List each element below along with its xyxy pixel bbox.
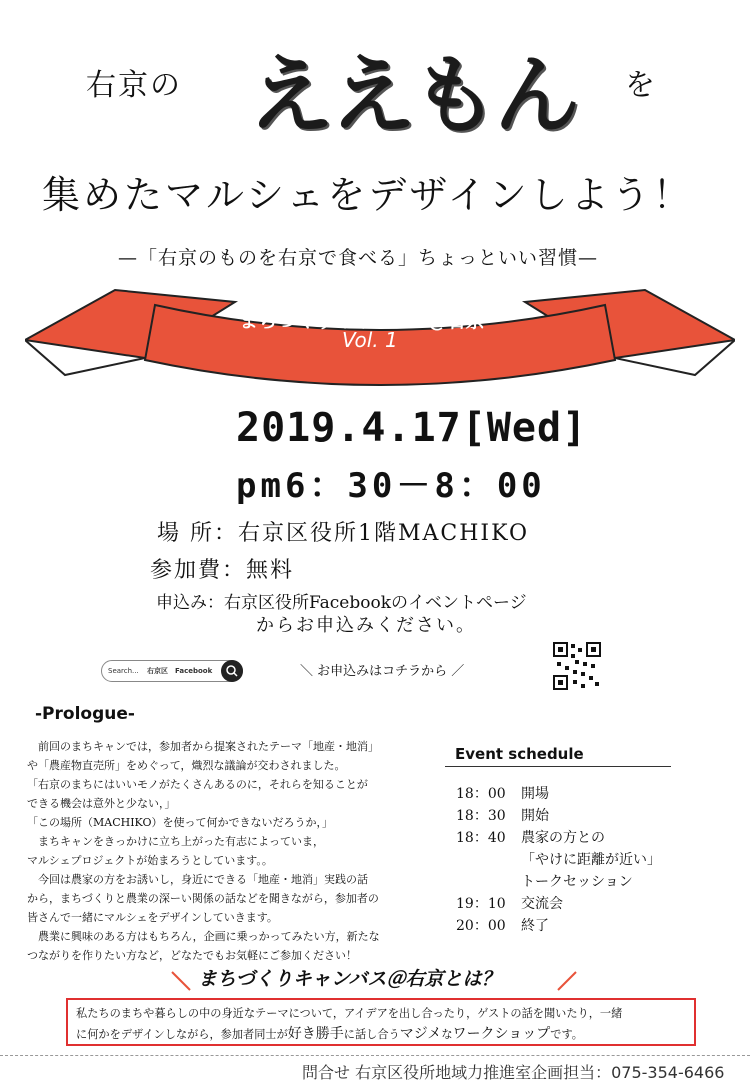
banner-title: まちづくりキャンバス@右京 [239,310,485,332]
apply-row [156,588,527,613]
fee-row [150,553,294,584]
schedule-item [456,783,661,805]
about-text: です。 [550,1028,583,1041]
fee-label: 参加費： [150,558,247,583]
about-line1: 私たちのまちや暮らしの中の身近なテーマについて，アイデアを出し合ったり，ゲストの話を聞いたり，一緒 [76,1007,623,1020]
about-emphasis: 好き勝手 [287,1026,344,1042]
search-button[interactable] [221,660,243,682]
search-placeholder: Search... [108,667,139,675]
schedule-label: 開始 [521,808,549,824]
place-label: 場 所： [157,521,238,546]
about-emphasis: マジメ [399,1026,442,1042]
schedule-time: 20：00 [456,918,506,934]
schedule-item [456,849,661,871]
tagline: —「右京のものを右京で食べる」ちょっといい習慣— [118,247,599,269]
schedule-time: 19：10 [456,896,506,912]
prologue-line: から，まちづくりと農業の深ーい関係の話などを聞きながら，参加者の [27,892,379,905]
schedule-item [456,827,661,849]
schedule-divider [445,766,671,767]
title-suffix: を [625,68,657,103]
schedule-time: 18：30 [456,808,506,824]
title-line2: 集めたマルシェをデザインしよう！ [42,173,694,217]
search-query: 右京区 Facebook [146,667,213,675]
prologue-title: -Prologue- [35,704,135,724]
schedule-item [456,915,661,937]
fee-value: 無料 [246,558,295,583]
prologue-line: まちキャンをきっかけに立ち上がった有志によっていま， [27,835,324,848]
prologue-line: マルシェプロジェクトが始まろうとしています。。 [27,854,273,867]
search-icon [221,660,243,682]
banner-vol: Vol. 1 [342,328,398,352]
facebook-search-box[interactable] [101,660,243,682]
schedule-title: Event schedule [455,745,584,763]
prologue-body [27,737,427,965]
apply-label: 申込み： [156,593,224,613]
about-box [66,998,696,1046]
prologue-line: 農業に興味のある方はもちろん，企画に乗っかってみたい方，新たな [27,930,380,943]
apply-line1: 右京区役所Facebookのイベントページ [224,593,527,613]
qr-code-icon[interactable] [553,642,601,690]
prologue-line: 今回は農家の方をお誘いし，身近にできる「地産・地消」実践の話 [27,873,368,886]
schedule-item [456,893,661,915]
schedule-label: トークセッション [521,874,633,890]
prologue-line: つながりを作りたい方など，どなたでもお気軽にご参加ください！ [27,949,357,962]
prologue-line: できる機会は意外と少ない，」 [27,797,176,810]
schedule-label: 終了 [521,918,549,934]
title-prefix: 右京の [86,68,182,103]
apply-line2: からお申込みください。 [256,615,476,636]
about-text: に話し合う [343,1028,400,1041]
place-row [157,516,529,547]
prologue-line: 「この場所（MACHIKO）を使って何かできないだろうか，」 [27,816,334,829]
footer-divider [0,1055,750,1056]
prologue-line: 「右京のまちにはいいモノがたくさんあるのに，それらを知ることが [27,778,368,791]
about-title: まちづくりキャンバス＠右京とは？ [198,968,501,990]
schedule-time [456,871,521,893]
schedule-label: 農家の方との [521,830,605,846]
about-text: な [441,1028,453,1041]
about-text: に何かをデザインしながら，参加者同士が [76,1028,288,1041]
about-line2 [76,1024,686,1045]
place-value: 右京区役所1階MACHIKO [238,521,530,546]
schedule-label: 「やけに距離が近い」 [521,852,661,868]
schedule-item [456,871,661,893]
schedule-time: 18：40 [456,830,506,846]
prologue-line: 皆さんで一緒にマルシェをデザインしていきます。 [27,911,278,924]
apply-hint: ＼ お申込みはコチラから ／ [300,664,465,679]
about-emphasis: ワークショップ [452,1026,551,1042]
schedule-list [456,783,661,937]
prologue-line: や「農産物直売所」をめぐって，熾烈な議論が交わされました。 [27,759,346,772]
title-main: ええもん [248,46,576,146]
schedule-time: 18：00 [456,786,506,802]
schedule-label: 交流会 [521,896,563,912]
event-time: pm6：30－8：00 [236,466,546,506]
schedule-time [456,849,521,871]
prologue-line: 前回のまちキャンでは，参加者から提案されたテーマ「地産・地消」 [27,740,379,753]
schedule-item [456,805,661,827]
schedule-label: 開場 [521,786,549,802]
contact-info: 問合せ 右京区役所地域力推進室企画担当：075-354-6466 [302,1063,725,1082]
event-date: 2019.4.17[Wed] [236,405,588,451]
